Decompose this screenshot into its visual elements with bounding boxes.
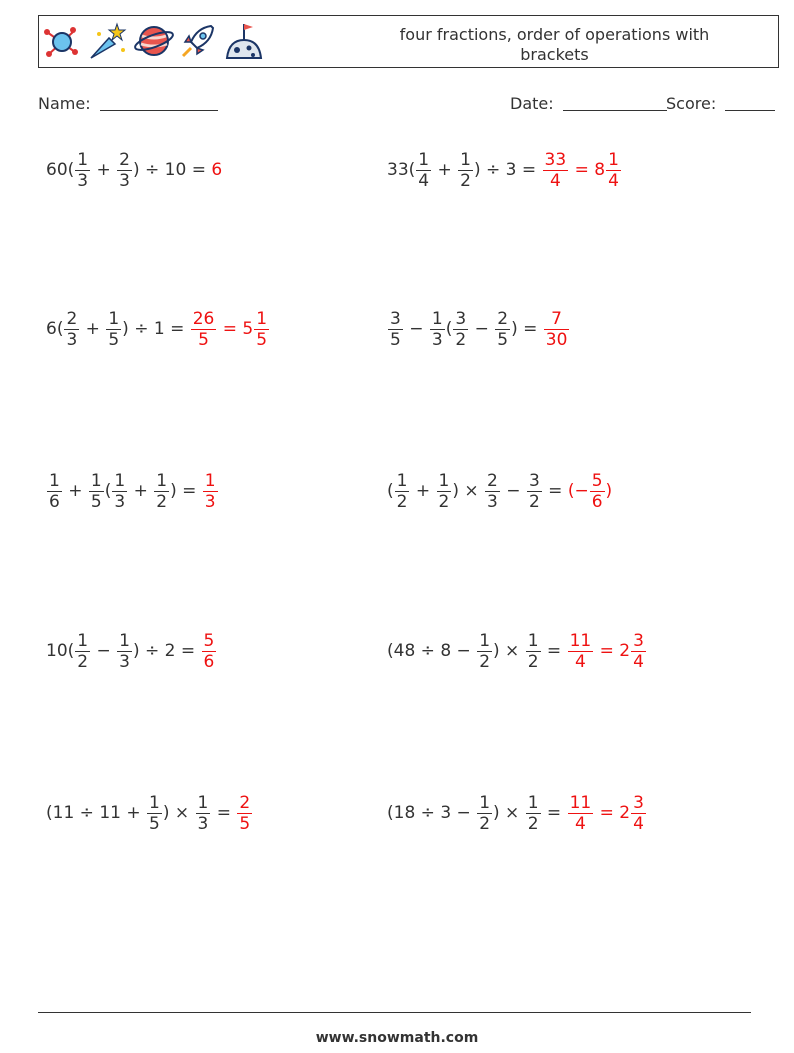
denominator: 4	[549, 170, 561, 191]
expression-text: ) =	[170, 481, 202, 501]
expression-fraction	[106, 309, 121, 350]
expression-text: 6(	[46, 319, 64, 339]
answer-fraction	[543, 150, 569, 191]
numerator: 1	[156, 470, 168, 491]
denominator: 2	[527, 813, 539, 834]
numerator: 5	[203, 630, 215, 651]
denominator: 3	[204, 491, 216, 512]
numerator: 1	[197, 792, 209, 813]
denominator: 3	[66, 329, 78, 350]
expression-text: −	[91, 641, 117, 661]
date-field	[510, 94, 667, 113]
numerator: 1	[479, 630, 491, 651]
expression-text: =	[542, 481, 568, 501]
denominator: 30	[545, 329, 568, 350]
expression-fraction	[477, 793, 492, 834]
name-field	[38, 94, 218, 113]
expression-fraction	[437, 471, 452, 512]
expression-text: (48 ÷ 8 −	[387, 641, 477, 661]
numerator: 1	[527, 792, 539, 813]
answer	[211, 160, 222, 180]
numerator: 3	[633, 630, 644, 651]
numerator: 1	[256, 308, 268, 329]
expression-text: ) =	[511, 319, 543, 339]
header-icons	[39, 16, 279, 67]
expression-text: (	[387, 481, 394, 501]
denominator: 5	[497, 329, 509, 350]
answer	[236, 793, 253, 834]
expression-text: ) ÷ 10 =	[132, 160, 212, 180]
numerator: 2	[119, 149, 130, 170]
denominator: 5	[198, 329, 209, 350]
denominator: 5	[149, 813, 160, 834]
expression	[46, 631, 201, 672]
numerator: 33	[544, 149, 567, 170]
denominator: 5	[390, 329, 401, 350]
answer-fraction	[606, 150, 621, 191]
expression-fraction	[495, 309, 510, 350]
expression-fraction	[75, 150, 90, 191]
name-blank[interactable]	[100, 110, 218, 111]
expression-text: −	[500, 481, 526, 501]
numerator: 1	[149, 792, 160, 813]
numerator: 5	[591, 470, 603, 491]
numerator: 1	[204, 470, 216, 491]
expression-fraction	[147, 793, 162, 834]
expression	[387, 309, 543, 350]
answer-fraction	[568, 631, 594, 672]
expression-fraction	[430, 309, 445, 350]
denominator: 4	[633, 813, 644, 834]
expression-fraction	[477, 631, 492, 672]
answer-text: )	[605, 481, 613, 501]
expression-text: ) ÷ 2 =	[132, 641, 201, 661]
expression	[387, 631, 567, 672]
numerator: 1	[49, 470, 60, 491]
expression-fraction	[47, 471, 62, 512]
answer-text: 6	[211, 160, 223, 180]
numerator: 1	[418, 149, 430, 170]
numerator: 1	[396, 470, 408, 491]
denominator: 3	[119, 170, 130, 191]
denominator: 2	[479, 651, 491, 672]
expression-text: ) ×	[452, 481, 485, 501]
problem-5	[46, 461, 219, 521]
comet-icon	[87, 20, 129, 62]
denominator: 6	[591, 491, 603, 512]
worksheet-title	[339, 25, 770, 65]
date-blank[interactable]	[563, 110, 667, 111]
expression	[387, 793, 567, 834]
problem-8	[387, 621, 647, 681]
expression-text: (	[445, 319, 453, 339]
answer-text: (−	[567, 481, 589, 501]
expression-text: =	[211, 803, 237, 823]
denominator: 2	[528, 491, 540, 512]
numerator: 2	[497, 308, 509, 329]
expression-fraction	[453, 309, 468, 350]
expression-fraction	[527, 471, 542, 512]
denominator: 2	[527, 651, 539, 672]
denominator: 2	[396, 491, 408, 512]
denominator: 5	[256, 329, 268, 350]
expression-text: 10(	[46, 641, 75, 661]
expression-fraction	[112, 471, 127, 512]
answer-fraction	[203, 471, 218, 512]
expression-text: =	[541, 803, 567, 823]
denominator: 2	[438, 491, 450, 512]
denominator: 4	[575, 651, 586, 672]
answer-fraction	[202, 631, 217, 672]
expression-fraction	[395, 471, 410, 512]
denominator: 2	[455, 329, 467, 350]
answer-text: = 2	[594, 641, 631, 661]
answer	[190, 309, 270, 350]
answer	[567, 793, 647, 834]
denominator: 3	[197, 813, 209, 834]
expression-fraction	[416, 150, 431, 191]
numerator: 3	[528, 470, 540, 491]
expression-fraction	[154, 471, 169, 512]
denominator: 4	[575, 813, 586, 834]
answer-fraction	[631, 631, 646, 672]
score-field	[666, 94, 775, 113]
numerator: 7	[551, 308, 562, 329]
expression-text: +	[128, 481, 154, 501]
score-blank[interactable]	[725, 110, 775, 111]
denominator: 4	[608, 170, 619, 191]
date-label: Date:	[510, 94, 554, 113]
footer-site: www.snowmath.com	[315, 1030, 479, 1046]
score-label: Score:	[666, 94, 717, 113]
denominator: 4	[633, 651, 644, 672]
problem-10	[387, 783, 647, 843]
numerator: 11	[569, 792, 592, 813]
expression-text: ) ×	[493, 803, 525, 823]
expression-fraction	[196, 793, 211, 834]
answer-fraction	[631, 793, 646, 834]
expression-fraction	[89, 471, 104, 512]
problem-2	[387, 140, 622, 200]
denominator: 2	[77, 651, 89, 672]
answer	[568, 471, 612, 512]
numerator: 1	[77, 149, 89, 170]
denominator: 3	[77, 170, 89, 191]
denominator: 5	[239, 813, 251, 834]
planet-icon	[133, 20, 175, 62]
denominator: 3	[431, 329, 443, 350]
expression-text: (18 ÷ 3 −	[387, 803, 477, 823]
answer-fraction	[254, 309, 269, 350]
denominator: 3	[487, 491, 498, 512]
expression-text: 33(	[387, 160, 416, 180]
denominator: 6	[49, 491, 60, 512]
expression-text: ) ×	[162, 803, 195, 823]
title-line-2: brackets	[520, 45, 589, 64]
denominator: 5	[108, 329, 120, 350]
denominator: 6	[203, 651, 215, 672]
numerator: 2	[239, 792, 251, 813]
expression-text: +	[432, 160, 458, 180]
numerator: 1	[77, 630, 89, 651]
expression-text: ) ÷ 3 =	[473, 160, 542, 180]
numerator: 1	[90, 470, 102, 491]
answer-text: = 5	[217, 319, 254, 339]
denominator: 2	[460, 170, 471, 191]
numerator: 1	[479, 792, 491, 813]
problem-7	[46, 621, 217, 681]
moon-flag-icon	[223, 20, 265, 62]
expression-text: (	[104, 481, 112, 501]
denominator: 4	[418, 170, 430, 191]
answer	[202, 471, 219, 512]
expression-text: ) ÷ 1 =	[122, 319, 190, 339]
denominator: 3	[114, 491, 126, 512]
denominator: 2	[479, 813, 491, 834]
name-label: Name:	[38, 94, 91, 113]
numerator: 3	[633, 792, 644, 813]
numerator: 1	[108, 308, 120, 329]
expression-fraction	[485, 471, 500, 512]
numerator: 1	[119, 630, 130, 651]
answer	[543, 309, 571, 350]
expression-fraction	[117, 631, 132, 672]
problem-3	[46, 299, 270, 359]
expression-text: +	[80, 319, 106, 339]
expression	[387, 471, 568, 512]
expression	[46, 471, 202, 512]
expression	[387, 150, 542, 191]
answer-fraction	[590, 471, 605, 512]
expression-text: −	[403, 319, 429, 339]
expression-text: −	[469, 319, 495, 339]
answer-text: = 8	[569, 160, 606, 180]
numerator: 2	[66, 308, 78, 329]
answer	[542, 150, 622, 191]
numerator: 3	[390, 308, 401, 329]
expression-text: (11 ÷ 11 +	[46, 803, 146, 823]
expression-text: ) ×	[493, 641, 525, 661]
denominator: 2	[156, 491, 168, 512]
expression-fraction	[388, 309, 403, 350]
answer-fraction	[191, 309, 217, 350]
expression-fraction	[526, 631, 541, 672]
answer	[201, 631, 218, 672]
satellite-icon	[41, 20, 83, 62]
expression	[46, 793, 236, 834]
expression-fraction	[458, 150, 473, 191]
numerator: 1	[438, 470, 450, 491]
numerator: 3	[455, 308, 467, 329]
denominator: 5	[90, 491, 102, 512]
rocket-icon	[177, 20, 219, 62]
denominator: 3	[119, 651, 130, 672]
numerator: 1	[114, 470, 126, 491]
expression-fraction	[117, 150, 132, 191]
expression	[46, 150, 211, 191]
title-line-1: four fractions, order of operations with	[399, 25, 710, 44]
footer-divider	[38, 1012, 751, 1013]
expression-fraction	[526, 793, 541, 834]
answer	[567, 631, 647, 672]
expression	[46, 309, 190, 350]
problem-1	[46, 140, 222, 200]
numerator: 1	[460, 149, 471, 170]
problem-9	[46, 783, 253, 843]
expression-text: +	[410, 481, 436, 501]
answer-fraction	[568, 793, 594, 834]
expression-text: =	[541, 641, 567, 661]
worksheet-header	[38, 15, 779, 68]
numerator: 2	[487, 470, 498, 491]
expression-fraction	[64, 309, 79, 350]
problem-6	[387, 461, 612, 521]
answer-text: = 2	[594, 803, 631, 823]
numerator: 11	[569, 630, 592, 651]
problem-4	[387, 299, 570, 359]
numerator: 26	[192, 308, 215, 329]
numerator: 1	[431, 308, 443, 329]
expression-text: +	[91, 160, 117, 180]
expression-text: +	[62, 481, 88, 501]
answer-fraction	[237, 793, 252, 834]
expression-text: 60(	[46, 160, 75, 180]
expression-fraction	[75, 631, 90, 672]
numerator: 1	[527, 630, 539, 651]
numerator: 1	[608, 149, 619, 170]
answer-fraction	[544, 309, 570, 350]
